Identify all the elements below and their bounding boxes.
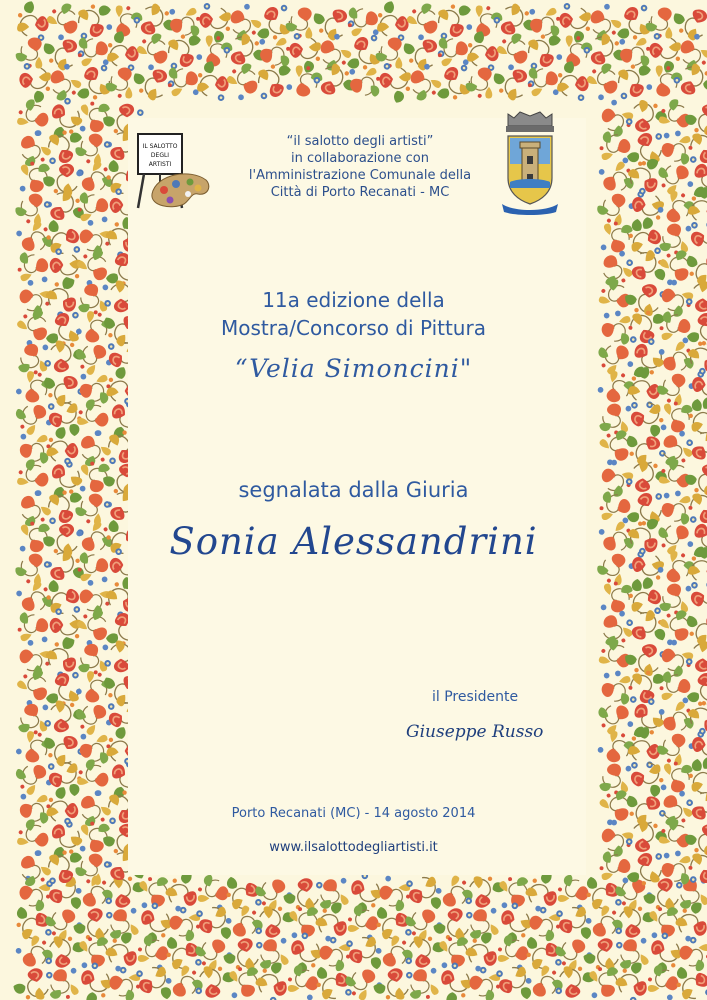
tower-coat-of-arms-icon xyxy=(498,108,562,216)
logo-text-line3: ARTISTI xyxy=(148,161,172,168)
header-line-city: Città di Porto Recanati - MC xyxy=(270,185,450,200)
logo-text-line1: IL SALOTTO xyxy=(142,143,178,150)
president-signature: Giuseppe Russo xyxy=(406,722,544,742)
prize-name: “Velia Simoncini" xyxy=(234,354,473,383)
edition-line-1: 11a edizione della xyxy=(262,288,445,312)
edition-line-2: Mostra/Concorso di Pittura xyxy=(221,316,486,340)
organizer-header xyxy=(210,133,510,201)
website-link[interactable]: www.ilsalottodegliartisti.it xyxy=(269,840,438,855)
logo-text-line2: DEGLI xyxy=(150,152,170,159)
header-line-organizer: “il salotto degli artisti” xyxy=(286,134,434,149)
place-date: Porto Recanati (MC) - 14 agosto 2014 xyxy=(231,806,476,821)
header-line-collaboration: in collaborazione con xyxy=(291,151,429,166)
president-label: il Presidente xyxy=(432,689,519,705)
header-line-administration: l'Amministrazione Comunale della xyxy=(248,168,472,183)
easel-palette-icon xyxy=(134,130,214,210)
jury-line: segnalata dalla Giuria xyxy=(238,478,469,502)
edition-title xyxy=(100,286,607,342)
winner-name: Sonia Alessandrini xyxy=(169,520,538,563)
